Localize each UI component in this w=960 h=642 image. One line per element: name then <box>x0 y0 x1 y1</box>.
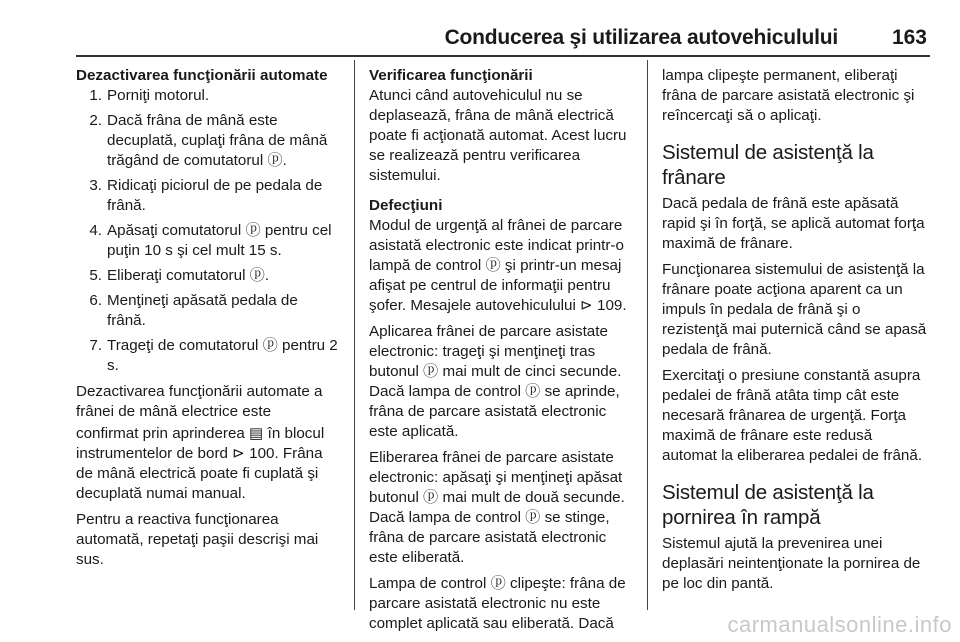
list-item <box>76 221 340 261</box>
step-number: 5. <box>89 267 102 284</box>
column-2 <box>369 66 633 640</box>
paragraph: lampa clipeşte permanent, eliberaţi frâna de parcare asistată electronic şi reîncercaţi să o aplicaţi. <box>662 67 915 124</box>
paragraph: Pentru a reactiva funcţionarea automată, repetaţi paşii descrişi mai sus. <box>76 511 319 568</box>
step-text: Menţineţi apăsată pedala de frână. <box>107 292 298 329</box>
step-text: Dacă frâna de mână este decuplată, cuplaţi frâna de mână trăgând de comutatorul ⓟ. <box>107 112 328 169</box>
steps-list <box>76 86 340 376</box>
list-item <box>76 176 340 216</box>
paragraph: Sistemul ajută la prevenirea unei deplasări neintenţionate la pornirea de pe loc din pantă. <box>662 535 921 592</box>
list-item <box>76 111 340 171</box>
step-text: Ridicaţi piciorul de pe pedala de frână. <box>107 177 323 214</box>
step-text: Eliberaţi comutatorul ⓟ. <box>107 267 270 284</box>
page-number: 163 <box>891 26 927 49</box>
section-heading-hill-start-assist: Sistemul de asistenţă la pornirea în rampă <box>662 481 874 529</box>
section-heading-faults: Defecţiuni <box>369 197 443 214</box>
paragraph: Aplicarea frânei de parcare asistate electronic: trageţi şi menţineţi tras butonul ⓟ mai mult de cinci secunde. Dacă lampa de control ⓟ se aprinde, frâna de parcare asistată electronic este aplicată. <box>369 323 622 440</box>
section-heading-deactivate: Dezactivarea funcţionării automate <box>76 67 328 84</box>
step-number: 1. <box>89 87 102 104</box>
paragraph: Exercitaţi o presiune constantă asupra pedalei de frână atâta timp cât este necesară frânarea de urgenţă. Forţa maximă de frânare este redusă automat la eliberarea pedalei de frână. <box>662 367 923 464</box>
step-number: 4. <box>89 222 102 239</box>
paragraph: Dacă pedala de frână este apăsată rapid şi în forţă, se aplică automat forţa maximă de frânare. <box>662 195 925 252</box>
list-item <box>76 291 340 331</box>
step-number: 6. <box>89 292 102 309</box>
list-item <box>76 336 340 376</box>
chapter-title: Conducerea şi utilizarea autovehiculului <box>444 26 838 49</box>
paragraph: Dezactivarea funcţionării automate a frânei de mână electrice este <box>76 383 323 420</box>
list-item <box>76 266 340 286</box>
column-divider-1 <box>354 60 355 610</box>
section-heading-verification: Verificarea funcţionării <box>369 67 533 84</box>
step-text: Porniţi motorul. <box>107 87 210 104</box>
watermark: carmanualsonline.info <box>727 612 952 637</box>
paragraph: Lampa de control ⓟ clipeşte: frâna de parcare asistată electronic nu este complet aplicată sau eliberată. Dacă <box>369 575 626 632</box>
column-1 <box>76 66 340 576</box>
paragraph: Modul de urgenţă al frânei de parcare asistată electronic este indicat printr-o lampă de control ⓟ şi printr-un mesaj afişat pe centrul de informaţii pentru şofer. Mesajele autovehiculului ⊳ 109. <box>369 217 627 314</box>
paragraph: confirmat prin aprinderea ▤ în blocul instrumentelor de bord ⊳ 100. Frâna de mână electrică poate fi cuplată şi decuplată numai manual. <box>76 425 325 502</box>
step-text: Apăsaţi comutatorul ⓟ pentru cel puţin 10 s şi cel mult 15 s. <box>107 222 332 259</box>
step-number: 7. <box>89 337 102 354</box>
step-number: 2. <box>89 112 102 129</box>
column-3 <box>662 66 928 600</box>
step-number: 3. <box>89 177 102 194</box>
step-text: Trageţi de comutatorul ⓟ pentru 2 s. <box>107 337 338 374</box>
section-heading-brake-assist: Sistemul de asistenţă la frânare <box>662 141 874 189</box>
paragraph: Funcţionarea sistemului de asistenţă la frânare poate acţiona aparent ca un impuls în pedala de frână şi o rezistenţă mai puternică când se apasă pedala de frână. <box>662 261 927 358</box>
page-header <box>0 22 930 56</box>
list-item <box>76 86 340 106</box>
paragraph: Atunci când autovehiculul nu se deplasează, frâna de mână electrică poate fi acţionată automat. Acest lucru se realizează pentru verificarea sistemului. <box>369 87 627 184</box>
column-divider-2 <box>647 60 648 610</box>
paragraph: Eliberarea frânei de parcare asistate electronic: apăsaţi şi menţineţi apăsat butonul ⓟ mai mult de două secunde. Dacă lampa de control ⓟ se stinge, frâna de parcare asistată electronic este eliberată. <box>369 449 625 566</box>
header-rule <box>76 55 930 57</box>
